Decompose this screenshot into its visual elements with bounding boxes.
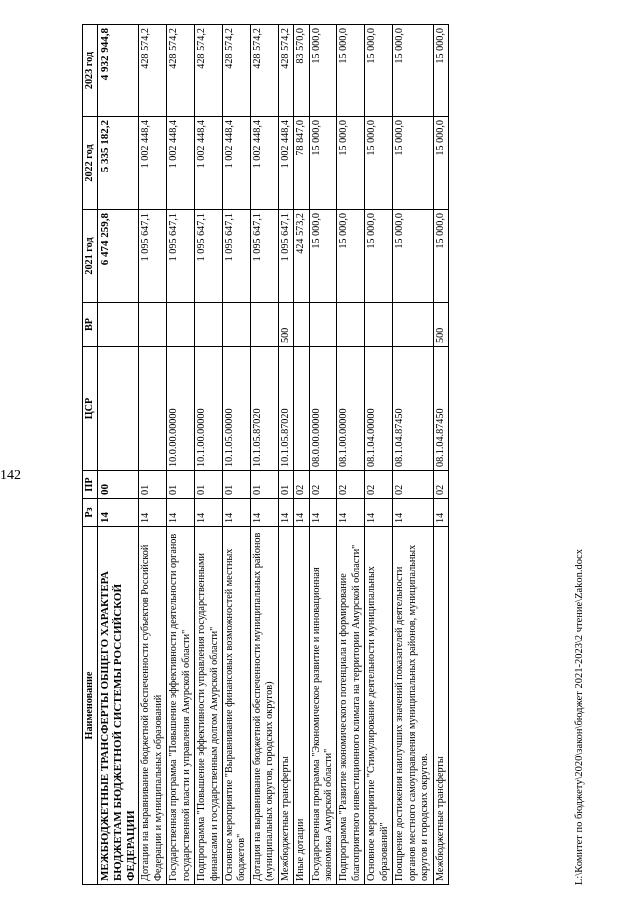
row-pr: 02: [365, 471, 393, 499]
header-2022: 2022 год: [83, 117, 98, 210]
row-2021: 1 095 647,1: [195, 210, 223, 303]
row-2021: 1 095 647,1: [250, 210, 278, 303]
row-csr: 08.1.04.87450: [393, 347, 433, 471]
header-pr: ПР: [83, 471, 98, 499]
row-2022: 15 000,0: [393, 117, 433, 210]
row-rz: 14: [294, 499, 309, 527]
row-vr: [393, 303, 433, 347]
budget-table: [82, 24, 449, 885]
row-pr: 01: [222, 471, 250, 499]
row-2022: 15 000,0: [433, 117, 448, 210]
row-vr: [222, 303, 250, 347]
row-pr: 02: [393, 471, 433, 499]
header-2021: 2021 год: [83, 210, 98, 303]
row-name: Дотации на выравнивание бюджетной обеспеченности субъектов Российской Федерации и муниципальных образований: [139, 527, 167, 885]
row-name: Основное мероприятие "Стимулирование деятельности муниципальных образований": [365, 527, 393, 885]
row-2023: 428 574,2: [222, 25, 250, 117]
row-rz: 14: [393, 499, 433, 527]
row-vr: [250, 303, 278, 347]
row-vr: 500: [433, 303, 448, 347]
row-pr: 01: [195, 471, 223, 499]
row-2021: 15 000,0: [433, 210, 448, 303]
row-csr: 08.1.00.00000: [337, 347, 365, 471]
row-rz: 14: [195, 499, 223, 527]
row-pr: 02: [309, 471, 337, 499]
table-row: [433, 25, 448, 885]
row-rz: 14: [309, 499, 337, 527]
table-row: [278, 25, 293, 885]
row-rz: 14: [365, 499, 393, 527]
row-2021: 15 000,0: [365, 210, 393, 303]
row-pr: 02: [433, 471, 448, 499]
row-2022: 1 002 448,4: [195, 117, 223, 210]
row-name: Межбюджетные трансферты: [433, 527, 448, 885]
row-2022: 1 002 448,4: [167, 117, 195, 210]
row-2023: 15 000,0: [309, 25, 337, 117]
row-2022: 78 847,0: [294, 117, 309, 210]
row-2021: 15 000,0: [309, 210, 337, 303]
table-row: [309, 25, 337, 885]
row-name: Подпрограмма "Развитие экономического потенциала и формирование благоприятного инвестиционного климата на территории Амурской области": [337, 527, 365, 885]
row-2021: 15 000,0: [337, 210, 365, 303]
row-2022: 1 002 448,4: [250, 117, 278, 210]
table-row: [294, 25, 309, 885]
row-2023: 83 570,0: [294, 25, 309, 117]
row-name: Государственная программа "Повышение эффективности деятельности органов государственной власти и управления Амурской области": [167, 527, 195, 885]
row-2022: 1 002 448,4: [222, 117, 250, 210]
row-2023: 428 574,2: [167, 25, 195, 117]
header-csr: ЦСР: [83, 347, 98, 471]
row-2022: 15 000,0: [309, 117, 337, 210]
row-csr: [139, 347, 167, 471]
table-row: [393, 25, 433, 885]
row-rz: 14: [433, 499, 448, 527]
row-pr: 02: [337, 471, 365, 499]
rotated-page-content: [82, 0, 606, 905]
header-2023: 2023 год: [83, 25, 98, 117]
row-2021: 1 095 647,1: [278, 210, 293, 303]
row-vr: [139, 303, 167, 347]
row-2022: 1 002 448,4: [139, 117, 167, 210]
table-header-row: [83, 25, 98, 885]
row-name: Подпрограмма "Повышение эффективности управления государственными финансами и государственным долгом Амурской области": [195, 527, 223, 885]
row-2021: 6 474 259,8: [98, 210, 139, 303]
row-vr: [309, 303, 337, 347]
row-csr: 10.0.00.00000: [167, 347, 195, 471]
row-rz: 14: [98, 499, 139, 527]
header-name: Наименование: [83, 527, 98, 885]
table-row-total: [98, 25, 139, 885]
row-csr: 08.0.00.00000: [309, 347, 337, 471]
row-vr: [337, 303, 365, 347]
header-vr: ВР: [83, 303, 98, 347]
row-name: Поощрение достижения наилучших значений показателей деятельности органов местного самоуправления муниципальных районов, муниципальных округов и городских округов.: [393, 527, 433, 885]
row-pr: 01: [139, 471, 167, 499]
row-2021: 424 573,2: [294, 210, 309, 303]
row-2023: 428 574,2: [278, 25, 293, 117]
row-pr: 01: [167, 471, 195, 499]
row-vr: [294, 303, 309, 347]
table-row: [195, 25, 223, 885]
row-2023: 4 932 944,8: [98, 25, 139, 117]
file-path-footer: L:\Комитет по бюджету\2020\закон\бюджет 2021-2023\2 чтение\Zakon.docx: [574, 549, 585, 885]
row-2022: 15 000,0: [337, 117, 365, 210]
row-pr: 02: [294, 471, 309, 499]
row-name: Иные дотации: [294, 527, 309, 885]
row-vr: [365, 303, 393, 347]
row-2022: 5 335 182,2: [98, 117, 139, 210]
table-row: [337, 25, 365, 885]
row-vr: 500: [278, 303, 293, 347]
header-rz: Рз: [83, 499, 98, 527]
row-2023: 428 574,2: [195, 25, 223, 117]
row-2021: 15 000,0: [393, 210, 433, 303]
row-rz: 14: [222, 499, 250, 527]
table-row: [250, 25, 278, 885]
row-2021: 1 095 647,1: [139, 210, 167, 303]
row-rz: 14: [250, 499, 278, 527]
row-name: Основное мероприятие "Выравнивание финансовых возможностей местных бюджетов": [222, 527, 250, 885]
row-2021: 1 095 647,1: [167, 210, 195, 303]
row-2023: 15 000,0: [337, 25, 365, 117]
table-row: [365, 25, 393, 885]
table-row: [139, 25, 167, 885]
row-2023: 15 000,0: [365, 25, 393, 117]
row-rz: 14: [167, 499, 195, 527]
row-vr: [195, 303, 223, 347]
landscape-sheet: [82, 25, 606, 885]
row-csr: [294, 347, 309, 471]
row-name: Дотация на выравнивание бюджетной обеспеченности муниципальных районов (муниципальных округов, городских округов): [250, 527, 278, 885]
page-number: 142: [0, 468, 21, 483]
row-rz: 14: [139, 499, 167, 527]
row-pr: 01: [250, 471, 278, 499]
row-2023: 15 000,0: [433, 25, 448, 117]
row-csr: 10.1.05.00000: [222, 347, 250, 471]
row-name: Межбюджетные трансферты: [278, 527, 293, 885]
row-csr: 10.1.05.87020: [250, 347, 278, 471]
row-csr: 10.1.05.87020: [278, 347, 293, 471]
row-csr: [98, 347, 139, 471]
row-pr: 01: [278, 471, 293, 499]
row-vr: [98, 303, 139, 347]
row-vr: [167, 303, 195, 347]
row-name: Государственная программа "Экономическое развитие и инновационная экономика Амурской области": [309, 527, 337, 885]
row-csr: 08.1.04.00000: [365, 347, 393, 471]
row-rz: 14: [337, 499, 365, 527]
row-2023: 428 574,2: [139, 25, 167, 117]
row-2022: 15 000,0: [365, 117, 393, 210]
row-rz: 14: [278, 499, 293, 527]
row-2023: 15 000,0: [393, 25, 433, 117]
row-pr: 00: [98, 471, 139, 499]
row-2022: 1 002 448,4: [278, 117, 293, 210]
row-csr: 08.1.04.87450: [433, 347, 448, 471]
row-2023: 428 574,2: [250, 25, 278, 117]
row-2021: 1 095 647,1: [222, 210, 250, 303]
table-row: [167, 25, 195, 885]
row-name: МЕЖБЮДЖЕТНЫЕ ТРАНСФЕРТЫ ОБЩЕГО ХАРАКТЕРА БЮДЖЕТАМ БЮДЖЕТНОЙ СИСТЕМЫ РОССИЙСКОЙ ФЕДЕРАЦИИ: [98, 527, 139, 885]
table-row: [222, 25, 250, 885]
row-csr: 10.1.00.00000: [195, 347, 223, 471]
